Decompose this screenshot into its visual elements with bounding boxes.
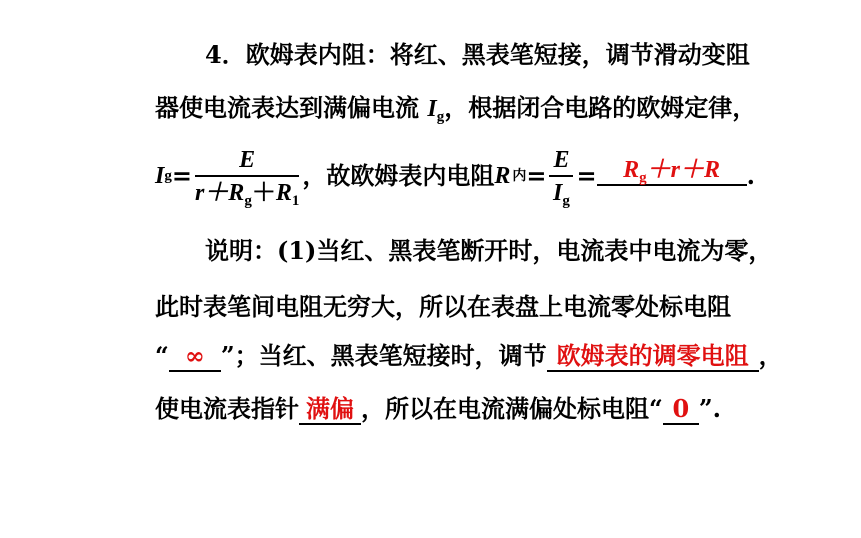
formula-end: . (746, 161, 755, 190)
answer-blank-zero-adjust (547, 342, 759, 372)
fraction-E-over-Ig (549, 145, 573, 208)
answer-zero: 0 (672, 394, 690, 423)
formula-eq: = (171, 161, 192, 190)
text-4-line1: 4．欧姆表内阻：将红、黑表笔短接，调节滑动变阻 (205, 40, 750, 69)
formula-line: I g = $\frac{E}{r+R_g+R_1}$ ，故欧姆表内电阻 R 内 = $\frac{E}{I_g}$ = $R_g+r+R$ . (155, 146, 755, 209)
answer-R: R (623, 156, 640, 183)
formula-eq2: = (526, 161, 547, 190)
text-4-line2-pre: 器使电流表达到满偏电流 (155, 93, 428, 122)
paragraph-note-line3 (155, 341, 783, 372)
text-note-line4-end: ”. (698, 394, 721, 423)
answer-g: g (639, 169, 647, 186)
text-note-line3-mid: ”；当红、黑表笔短接时，调节 (220, 341, 547, 370)
paragraph-note-line2 (155, 292, 731, 322)
den-R: R (228, 179, 245, 206)
paragraph-note-line4 (155, 394, 721, 425)
den-1: 1 (291, 192, 300, 209)
answer-zero-adjust: 欧姆表的调零电阻 (556, 341, 749, 370)
answer-blank-infinity (169, 342, 221, 372)
answer-rest: ＋r＋R (646, 156, 721, 183)
den-plus: ＋ (251, 176, 276, 206)
paragraph-note-line1 (205, 236, 772, 266)
text-note-line3-open: “ (155, 341, 169, 370)
answer-blank-zero (663, 395, 699, 425)
formula-eq3: = (576, 161, 597, 190)
text-note-line1: 说明：(1)当红、黑表笔断开时，电流表中电流为零， (205, 236, 773, 265)
sub-g: g (436, 109, 445, 125)
formula-R-sub: 内 (512, 168, 527, 184)
formula-R-var: R (494, 163, 511, 189)
paragraph-4-line1 (205, 40, 750, 70)
text-note-line3-end: ， (758, 341, 783, 370)
den2-g: g (562, 192, 570, 209)
den2-I: I (553, 179, 563, 206)
answer-full-scale: 满偏 (306, 394, 354, 423)
text-note-line4-mid: ，所以在电流满偏处标电阻“ (361, 394, 663, 423)
fraction2-numerator: E (549, 145, 573, 177)
formula-lhs-var: I (155, 163, 165, 189)
den-g: g (244, 192, 252, 209)
fraction-denominator (195, 177, 299, 208)
text-4-line2-post: ，根据闭合电路的欧姆定律， (444, 93, 757, 122)
den-r: r＋ (194, 179, 229, 206)
fraction2-denominator (549, 177, 573, 208)
answer-blank-full-scale (299, 395, 361, 425)
answer-blank-resistance (597, 155, 747, 186)
text-note-line4-pre: 使电流表指针 (155, 394, 299, 423)
fraction-numerator: E (195, 145, 299, 177)
formula-comma-text: ，故欧姆表内电阻 (302, 161, 495, 190)
answer-infinity: ∞ (184, 341, 205, 370)
den-R1: R (275, 179, 292, 206)
paragraph-4-line2 (155, 93, 756, 124)
fraction-E-over-sum (195, 145, 299, 208)
text-note-line2: 此时表笔间电阻无穷大，所以在表盘上电流零处标电阻 (155, 292, 731, 321)
var-Ig: I (427, 96, 437, 122)
